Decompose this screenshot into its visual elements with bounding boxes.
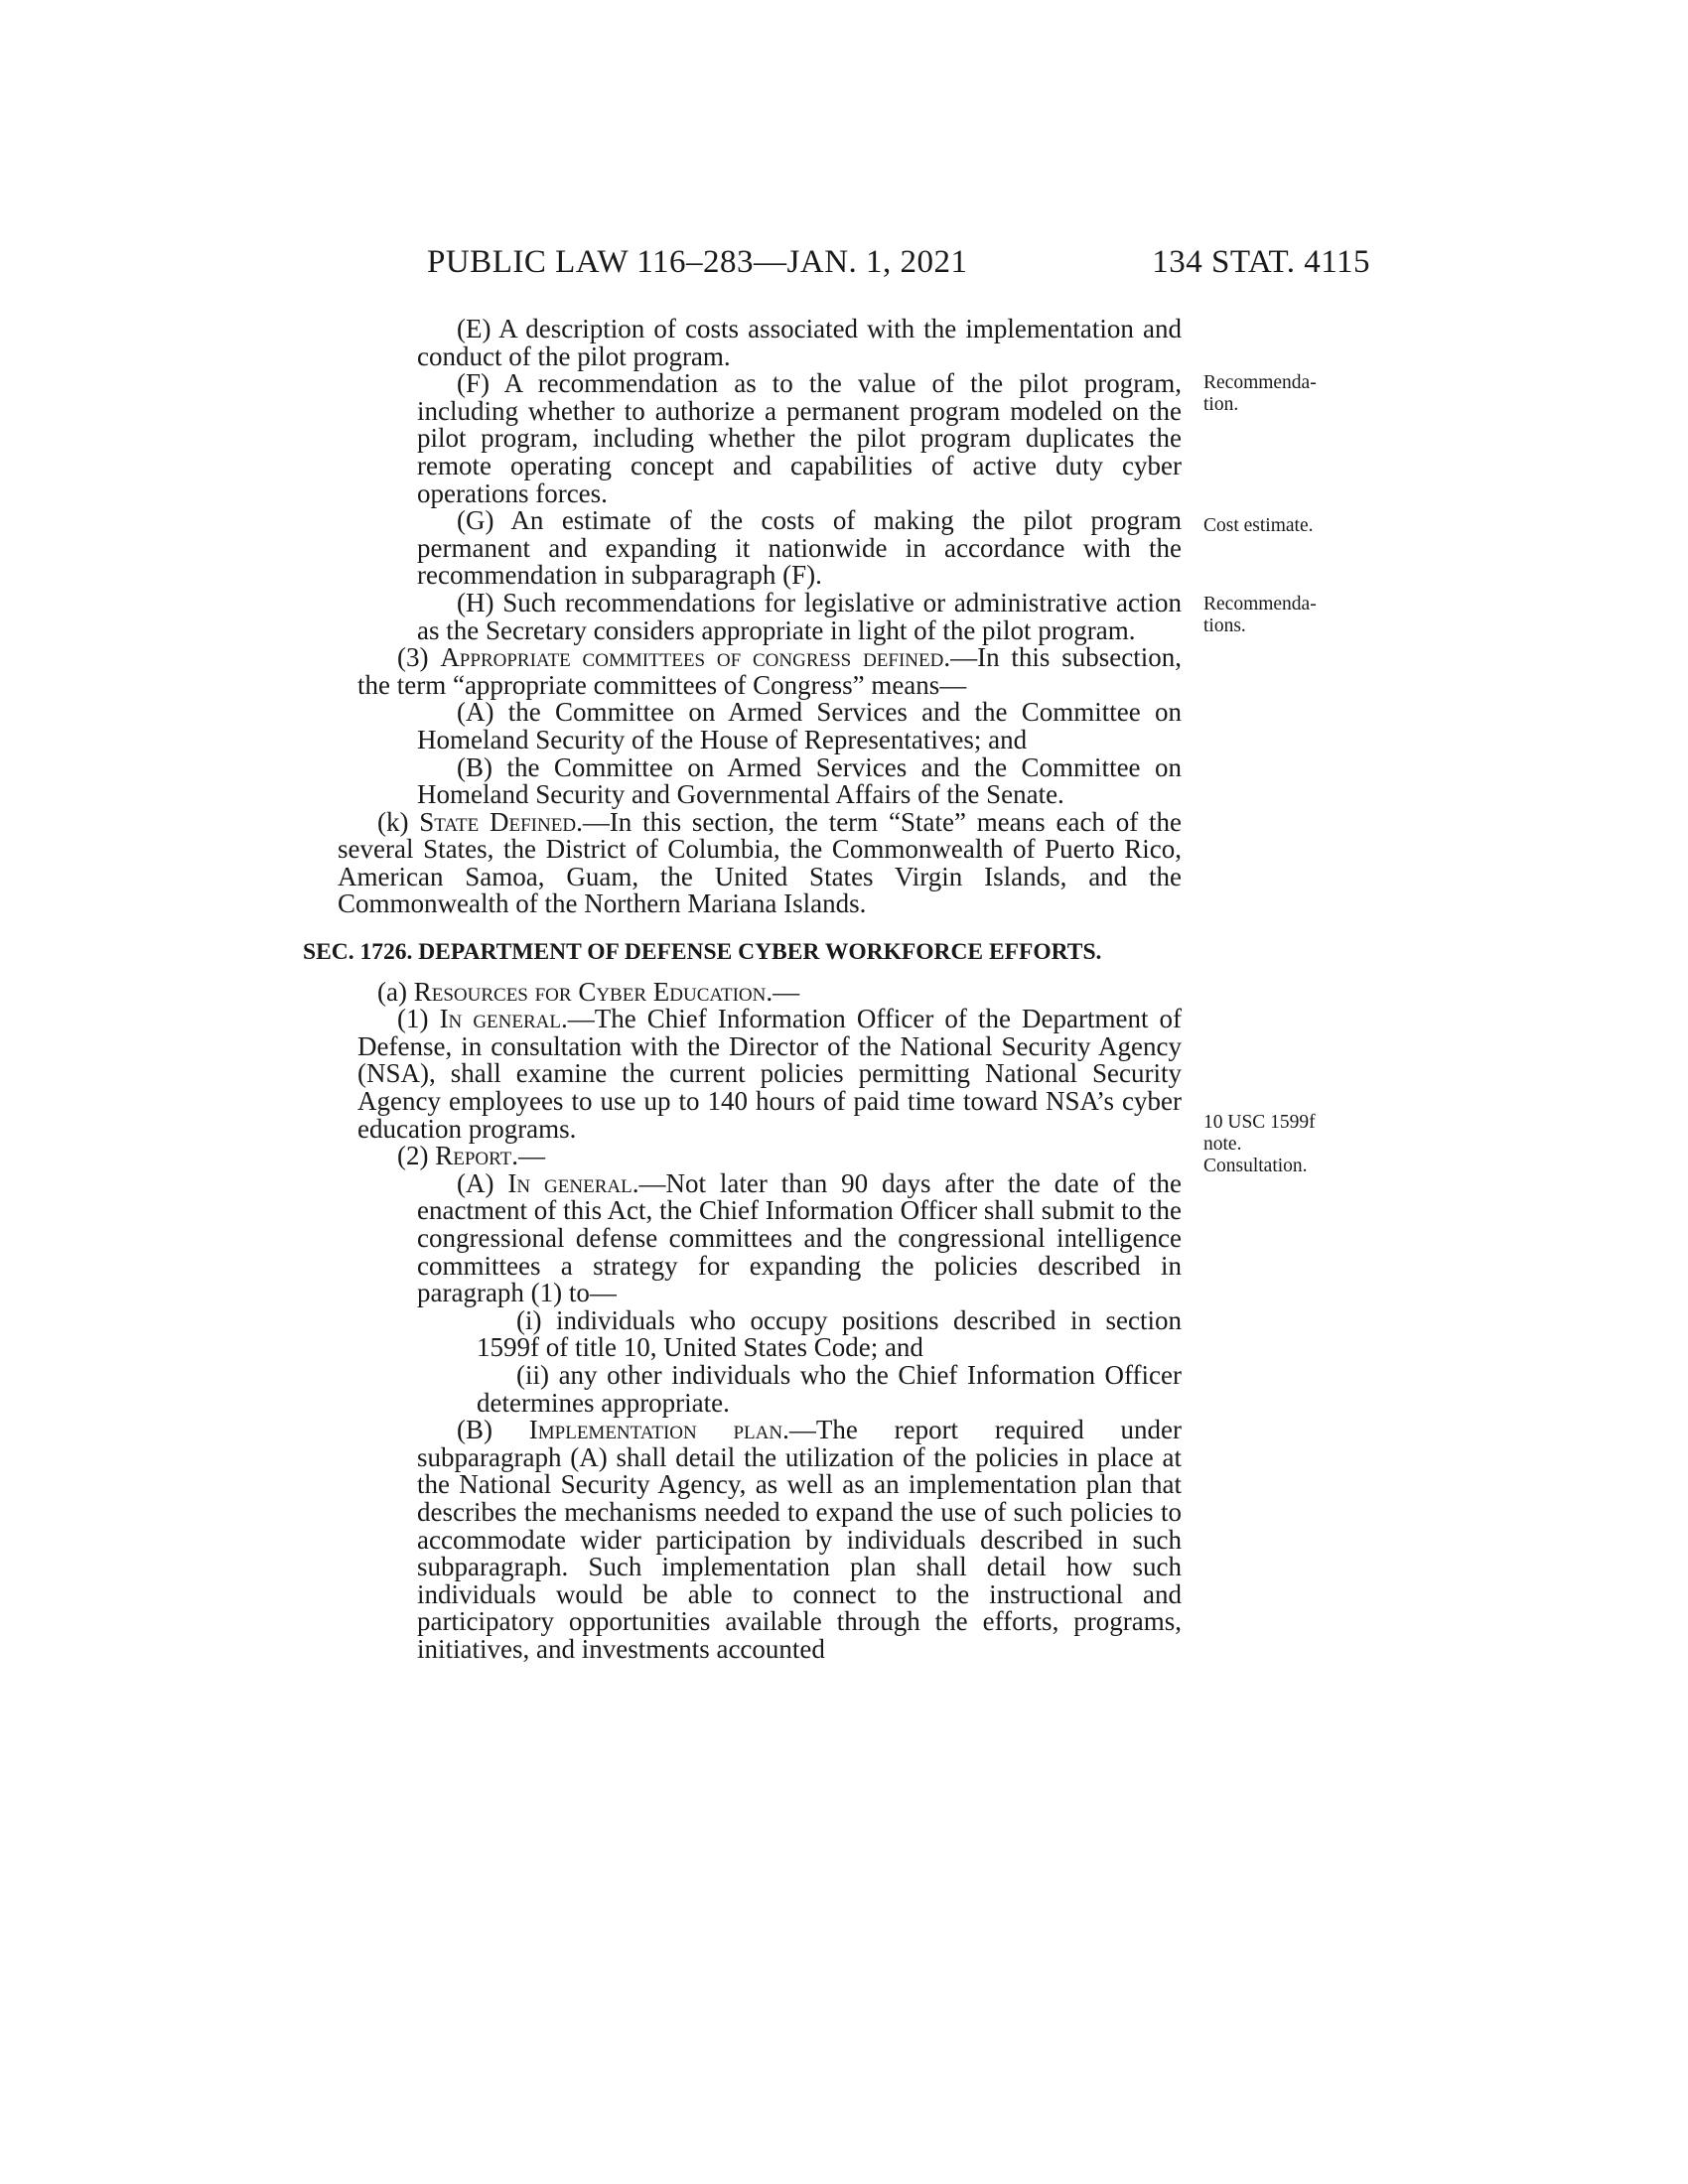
paragraph-caption: State Defined: [419, 806, 577, 837]
paragraph-caption: Report: [435, 1141, 512, 1171]
paragraph: [338, 806, 1182, 919]
paragraph-designator: (a): [377, 976, 414, 1007]
paragraph: [417, 316, 1182, 370]
paragraph: [417, 507, 1182, 590]
paragraph: [417, 1167, 1183, 1308]
paragraph-text: .—In this subsection, the term “appropriate committees of Congress” means—: [357, 642, 1182, 700]
paragraph: [477, 1359, 1182, 1418]
paragraph: [477, 1304, 1182, 1363]
document-body: [303, 314, 1183, 1664]
paragraph-text: .—: [766, 976, 800, 1007]
paragraph: [417, 1417, 1182, 1663]
paragraph-text: .—In this section, the term “State” means each of the several States, the District of Columbia, the Commonwealth of Puerto Rico, American Samoa, Guam, the United States Virgin Islands, and the Commonwealth of the Northern Mariana Islands.: [338, 806, 1182, 919]
paragraph-designator: (1): [397, 1004, 440, 1034]
paragraph: [417, 587, 1182, 645]
paragraph: [417, 751, 1182, 810]
paragraph: [357, 1006, 1182, 1143]
paragraph-caption: Implementation plan: [528, 1415, 783, 1445]
paragraph-caption: Resources for Cyber Education: [413, 976, 767, 1007]
margin-note-cost-estimate: Cost estimate.: [1203, 515, 1314, 536]
header-law-citation: PUBLIC LAW 116–283—JAN. 1, 2021: [427, 244, 968, 280]
paragraph-designator: (B): [457, 1415, 529, 1445]
header-stat-page: 134 STAT. 4115: [1152, 244, 1370, 280]
paragraph-text: .—Not later than 90 days after the date of the enactment of this Act, the Chief Information Officer shall submit to the congressional defense committees and the congressional intelligence committees a strategy for expanding the policies described in paragraph (1) to—: [417, 1167, 1183, 1308]
paragraph-caption: Appropriate committees of congress defined: [440, 642, 944, 673]
paragraph-text: (E) A description of costs associated with the implementation and conduct of the pilot program.: [417, 314, 1182, 371]
paragraph-text: (i) individuals who occupy positions described in section 1599f of title 10, United States Code; and: [477, 1304, 1182, 1363]
margin-note-recommendations: Recommenda- tions.: [1203, 594, 1317, 636]
paragraph-designator: (k): [377, 806, 420, 837]
section-paragraphs: [338, 976, 1183, 1664]
paragraph: [338, 976, 1182, 1007]
paragraph-text: .—The report required under subparagraph (A) shall detail the utilization of the policies in place at the National Security Agency, as well as an implementation plan that describes the mechanisms needed to expand the use of such policies to accommodate wider participation by individuals described in such subparagraph. Such implementation plan shall detail how such individuals would be able to connect to the instructional and participatory opportunities available through the efforts, programs, initiatives, and investments accounted: [417, 1415, 1183, 1664]
margin-note-usc-consultation: 10 USC 1599f note. Consultation.: [1203, 1112, 1316, 1176]
paragraph-text: (H) Such recommendations for legislative or administrative action as the Secretary considers appropriate in light of the pilot program.: [417, 587, 1182, 645]
paragraph-designator: (A): [457, 1167, 508, 1198]
paragraph-designator: (3): [397, 642, 441, 673]
paragraph-designator: (2): [397, 1141, 436, 1171]
paragraph-caption: In general: [439, 1004, 561, 1034]
paragraph-text: (G) An estimate of the costs of making the pilot program permanent and expanding it nationwide in accordance with the recommendation in subparagraph (F).: [417, 505, 1182, 591]
paragraph-text: (ii) any other individuals who the Chief Information Officer determines appropriate.: [477, 1359, 1182, 1418]
running-header: [427, 244, 1370, 294]
paragraph-text: .—The Chief Information Officer of the Department of Defense, in consultation with the Director of the National Security Agency (NSA), shall examine the current policies permitting National Security Agency employees to use up to 140 hours of paid time toward NSA’s cyber education programs.: [357, 1004, 1183, 1144]
paragraph: [417, 699, 1182, 753]
paragraph: [417, 370, 1182, 507]
paragraph: [357, 644, 1182, 699]
margin-note-recommendation: Recommenda- tion.: [1203, 372, 1317, 415]
paragraph-text: (A) the Committee on Armed Services and the Committee on Homeland Security of the House of Representatives; and: [417, 697, 1182, 754]
paragraph-text: .—: [511, 1141, 546, 1171]
paragraph-text: (B) the Committee on Armed Services and the Committee on Homeland Security and Governmental Affairs of the Senate.: [417, 751, 1182, 810]
section-heading: SEC. 1726. DEPARTMENT OF DEFENSE CYBER WORKFORCE EFFORTS.: [303, 939, 1102, 966]
paragraph-text: (F) A recommendation as to the value of the pilot program, including whether to authorize a permanent program modeled on the pilot program, including whether the pilot program duplicates the remote operating concept and capabilities of active duty cyber operations forces.: [417, 368, 1182, 508]
paragraphs-before-section: [338, 316, 1182, 918]
paragraph: [357, 1143, 1182, 1170]
paragraph-caption: In general: [507, 1167, 633, 1198]
